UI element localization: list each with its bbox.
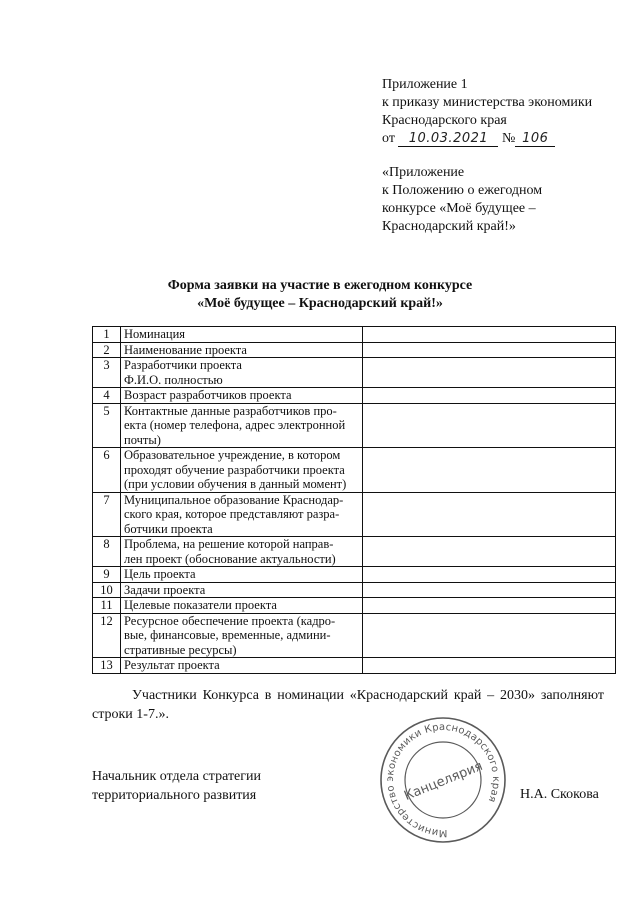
table-row bbox=[93, 448, 616, 493]
table-row bbox=[93, 492, 616, 537]
row-value[interactable] bbox=[363, 582, 616, 598]
form-title bbox=[0, 277, 640, 313]
row-value[interactable] bbox=[363, 358, 616, 388]
row-label-line: вые, финансовые, временные, админи- bbox=[124, 628, 331, 642]
row-label bbox=[121, 358, 363, 388]
row-label-line: Разработчики проекта bbox=[124, 358, 242, 372]
row-label-line: почты) bbox=[124, 432, 161, 447]
order-date-number-line bbox=[382, 130, 592, 148]
row-value[interactable] bbox=[363, 327, 616, 343]
row-label-line: Образовательное учреждение, в котором bbox=[124, 448, 341, 462]
signatory-position bbox=[92, 767, 261, 805]
annex-line-3: конкурсе «Моё будущее – bbox=[382, 201, 536, 216]
row-number: 10 bbox=[93, 582, 121, 598]
instructions-paragraph: Участники Конкурса в номинации «Краснодарский край – 2030» заполняют строки 1-7.». bbox=[92, 688, 604, 722]
position-line-1: Начальник отдела стратегии bbox=[92, 769, 261, 784]
office-stamp bbox=[378, 715, 508, 845]
form-title-line-1: Форма заявки на участие в ежегодном конкурсе bbox=[167, 278, 473, 293]
form-title-line-2: «Моё будущее – Краснодарский край!» bbox=[197, 296, 443, 311]
row-label-line: (при условии обучения в данный момент) bbox=[124, 477, 347, 491]
row-number: 2 bbox=[93, 342, 121, 358]
row-label-line: Цель проекта bbox=[124, 567, 196, 581]
row-number: 1 bbox=[93, 327, 121, 343]
order-number: 106 bbox=[515, 131, 555, 147]
table-row bbox=[93, 658, 616, 674]
row-value[interactable] bbox=[363, 598, 616, 614]
table-row bbox=[93, 567, 616, 583]
table-row bbox=[93, 613, 616, 658]
row-label bbox=[121, 567, 363, 583]
row-label-line: Возраст разработчиков проекта bbox=[124, 388, 292, 402]
row-label-line: Целевые показатели проекта bbox=[124, 598, 277, 612]
row-label bbox=[121, 582, 363, 598]
number-label: № bbox=[501, 131, 516, 146]
row-label-line: Ресурсное обеспечение проекта (кадро- bbox=[124, 613, 336, 628]
row-label bbox=[121, 327, 363, 343]
order-date: 10.03.2021 bbox=[398, 131, 498, 147]
row-value[interactable] bbox=[363, 448, 616, 493]
row-label-line: Проблема, на решение которой направ- bbox=[124, 537, 334, 551]
row-label-line: лен проект (обоснование актуальности) bbox=[124, 551, 336, 566]
application-form-table bbox=[92, 326, 616, 674]
row-label-line: Контактные данные разработчиков про- bbox=[124, 403, 337, 418]
row-number: 6 bbox=[93, 448, 121, 493]
row-label bbox=[121, 342, 363, 358]
row-label bbox=[121, 403, 363, 448]
annex-reference bbox=[382, 164, 542, 236]
appendix-title: Приложение 1 bbox=[382, 77, 468, 92]
row-number: 12 bbox=[93, 613, 121, 658]
stamp-center-text: Канцелярия bbox=[402, 758, 485, 804]
row-number: 9 bbox=[93, 567, 121, 583]
table-row bbox=[93, 537, 616, 567]
row-label-line: Задачи проекта bbox=[124, 582, 206, 597]
row-number: 11 bbox=[93, 598, 121, 614]
row-value[interactable] bbox=[363, 403, 616, 448]
row-label-line: Муниципальное образование Краснодар- bbox=[124, 492, 344, 507]
row-label-line: Наименование проекта bbox=[124, 342, 247, 357]
table-row bbox=[93, 403, 616, 448]
table-row bbox=[93, 358, 616, 388]
row-label-line: екта (номер телефона, адрес электронной bbox=[124, 418, 346, 432]
table-row bbox=[93, 342, 616, 358]
row-label-line: ского края, которое представляют разра- bbox=[124, 507, 340, 521]
annex-line-1: «Приложение bbox=[382, 165, 465, 180]
row-value[interactable] bbox=[363, 492, 616, 537]
table-row bbox=[93, 598, 616, 614]
row-label bbox=[121, 658, 363, 674]
row-number: 4 bbox=[93, 388, 121, 404]
row-value[interactable] bbox=[363, 388, 616, 404]
row-label-line: ботчики проекта bbox=[124, 521, 213, 536]
row-label bbox=[121, 492, 363, 537]
annex-line-4: Краснодарский край!» bbox=[382, 219, 516, 234]
row-number: 7 bbox=[93, 492, 121, 537]
table-row bbox=[93, 327, 616, 343]
row-value[interactable] bbox=[363, 537, 616, 567]
row-number: 8 bbox=[93, 537, 121, 567]
position-line-2: территориального развития bbox=[92, 788, 257, 803]
table-row bbox=[93, 582, 616, 598]
row-number: 3 bbox=[93, 358, 121, 388]
row-label-line: стративные ресурсы) bbox=[124, 642, 237, 657]
row-label-line: Ф.И.О. полностью bbox=[124, 372, 223, 387]
row-label bbox=[121, 598, 363, 614]
appendix-order-ref: к приказу министерства экономики bbox=[382, 95, 593, 110]
row-number: 5 bbox=[93, 403, 121, 448]
row-label-line: Результат проекта bbox=[124, 658, 220, 672]
row-value[interactable] bbox=[363, 613, 616, 658]
stamp-ring-textpath: Министерство экономики Краснодарского края bbox=[384, 721, 502, 839]
row-label-line: Номинация bbox=[124, 327, 186, 341]
from-label: от bbox=[382, 131, 395, 146]
row-label-line: проходят обучение разработчики проекта bbox=[124, 462, 345, 477]
row-value[interactable] bbox=[363, 342, 616, 358]
row-number: 13 bbox=[93, 658, 121, 674]
signatory-name: Н.А. Скокова bbox=[520, 787, 599, 802]
row-label bbox=[121, 613, 363, 658]
row-label bbox=[121, 537, 363, 567]
table-row bbox=[93, 388, 616, 404]
row-label bbox=[121, 448, 363, 493]
appendix-header bbox=[382, 76, 592, 148]
row-value[interactable] bbox=[363, 658, 616, 674]
row-value[interactable] bbox=[363, 567, 616, 583]
row-label bbox=[121, 388, 363, 404]
appendix-region: Краснодарского края bbox=[382, 113, 507, 128]
annex-line-2: к Положению о ежегодном bbox=[382, 183, 543, 198]
